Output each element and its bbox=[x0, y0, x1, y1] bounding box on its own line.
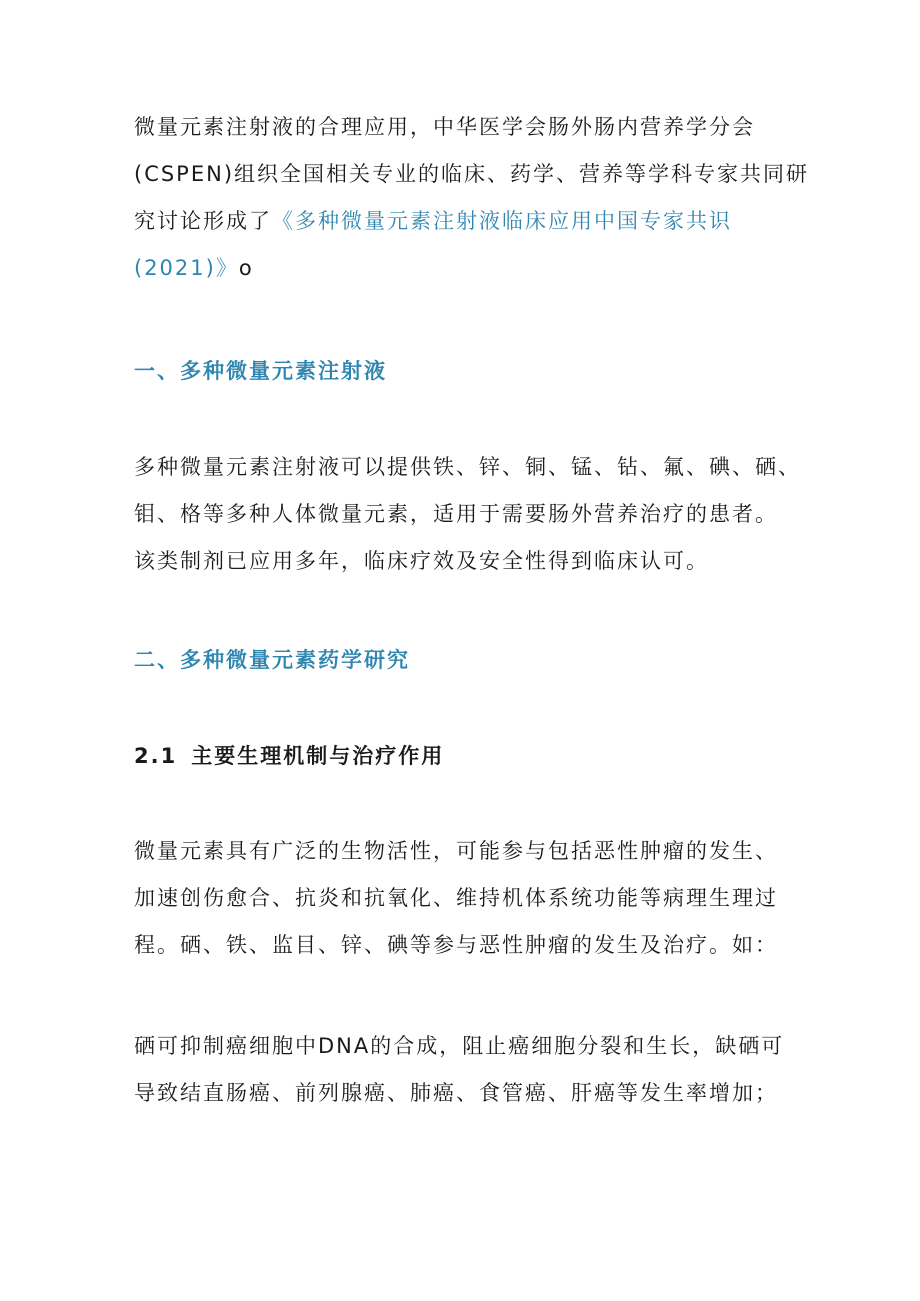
section-2-paragraph-1 bbox=[134, 828, 794, 969]
intro-line-4-suffix: o bbox=[238, 256, 254, 280]
section-1-heading: 一、多种微量元素注射液 bbox=[134, 359, 387, 383]
section-2-paragraph-2 bbox=[134, 1023, 794, 1117]
subsection-title: 主要生理机制与治疗作用 bbox=[191, 744, 445, 768]
section-2-p2-line-1: 硒可抑制癌细胞中DNA的合成，阻止癌细胞分裂和生长，缺硒可 bbox=[134, 1034, 785, 1058]
subsection-number: 2.1 bbox=[134, 744, 178, 768]
section-2-heading: 二、多种微量元素药学研究 bbox=[134, 648, 410, 672]
section-1-line-3: 该类制剂已应用多年，临床疗效及安全性得到临床认可。 bbox=[134, 549, 709, 573]
consensus-title-link-part-2[interactable]: (2021)》 bbox=[134, 256, 239, 280]
intro-line-2: (CSPEN)组织全国相关专业的临床、药学、营养等学科专家共同研 bbox=[134, 162, 810, 186]
intro-line-4 bbox=[134, 245, 794, 292]
intro-paragraph bbox=[134, 104, 810, 292]
section-2-p1-line-1: 微量元素具有广泛的生物活性，可能参与包括恶性肿瘤的发生、 bbox=[134, 839, 778, 863]
subsection-2-1-heading bbox=[134, 741, 444, 771]
section-1-paragraph bbox=[134, 444, 801, 585]
section-2-p1-line-3: 程。硒、铁、监目、锌、碘等参与恶性肿瘤的发生及治疗。如： bbox=[134, 933, 778, 957]
section-1-line-1: 多种微量元素注射液可以提供铁、锌、铜、锰、钻、氟、碘、硒、 bbox=[134, 455, 801, 479]
section-2-p2-line-2: 导致结直肠癌、前列腺癌、肺癌、食管癌、肝癌等发生率增加； bbox=[134, 1081, 778, 1105]
consensus-title-link-part-1[interactable]: 《多种微量元素注射液临床应用中国专家共识 bbox=[272, 209, 732, 233]
section-2-p1-line-2: 加速创伤愈合、抗炎和抗氧化、维持机体系统功能等病理生理过 bbox=[134, 886, 778, 910]
intro-line-1: 微量元素注射液的合理应用，中华医学会肠外肠内营养学分会 bbox=[134, 115, 755, 139]
section-1-line-2: 钼、格等多种人体微量元素，适用于需要肠外营养治疗的患者。 bbox=[134, 502, 778, 526]
intro-line-3 bbox=[134, 198, 794, 245]
intro-line-3-prefix: 究讨论形成了 bbox=[134, 209, 272, 233]
